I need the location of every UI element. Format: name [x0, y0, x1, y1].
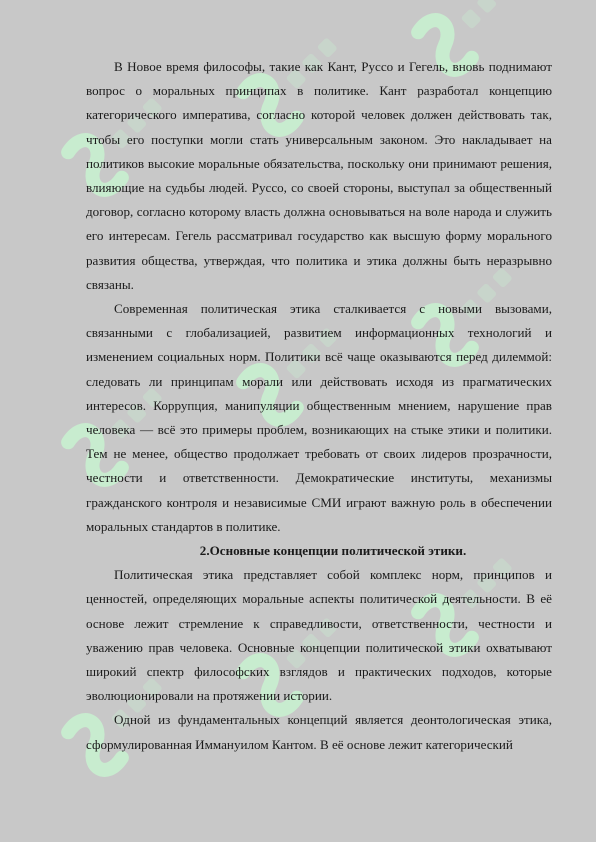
- paragraph-1: В Новое время философы, такие как Кант, Руссо и Гегель, вновь поднимают вопрос о моральных принципах в политике. Кант разработал концепцию категорического императива, согласно которой человек должен действовать так, чтобы его поступки могли стать универсальным законом. Это накладывает на политиков высокие моральные обязательства, поскольку они принимают решения, влияющие на судьбы людей. Руссо, со своей стороны, выступал за общественный договор, согласно которому власть должна основываться на воле народа и служить его интересам. Гегель рассматривал государство как высшую форму морального развития общества, утверждая, что политика и этика должны быть неразрывно связаны.: [86, 59, 552, 292]
- paragraph-4: Одной из фундаментальных концепций является деонтологическая этика, сформулированная Иммануилом Кантом. В её основе лежит категорический: [86, 712, 552, 752]
- section-heading: 2.Основные концепции политической этики.: [199, 543, 467, 559]
- document-body: [86, 55, 552, 757]
- paragraph-2: Современная политическая этика сталкивается с новыми вызовами, связанными с глобализацией, развитием информационных технологий и изменением социальных норм. Политики всё чаще оказываются перед дилеммой: следовать ли принципам морали или действовать исходя из прагматических интересов. Коррупция, манипуляции общественным мнением, нарушение прав человека — всё это примеры проблем, возникающих на стыке этики и политики. Тем не менее, общество продолжает требовать от своих лидеров прозрачности, честности и ответственности. Демократические институты, механизмы гражданского контроля и независимые СМИ играют важную роль в обеспечении моральных стандартов в политике.: [86, 301, 552, 534]
- paragraph-3: Политическая этика представляет собой комплекс норм, принципов и ценностей, определяющих моральные аспекты политической деятельности. В её основе лежит стремление к справедливости, ответственности, честности и уважению прав человека. Основные концепции политической этики охватывают широкий спектр философских взглядов и практических подходов, которые эволюционировали на протяжении истории.: [86, 567, 552, 704]
